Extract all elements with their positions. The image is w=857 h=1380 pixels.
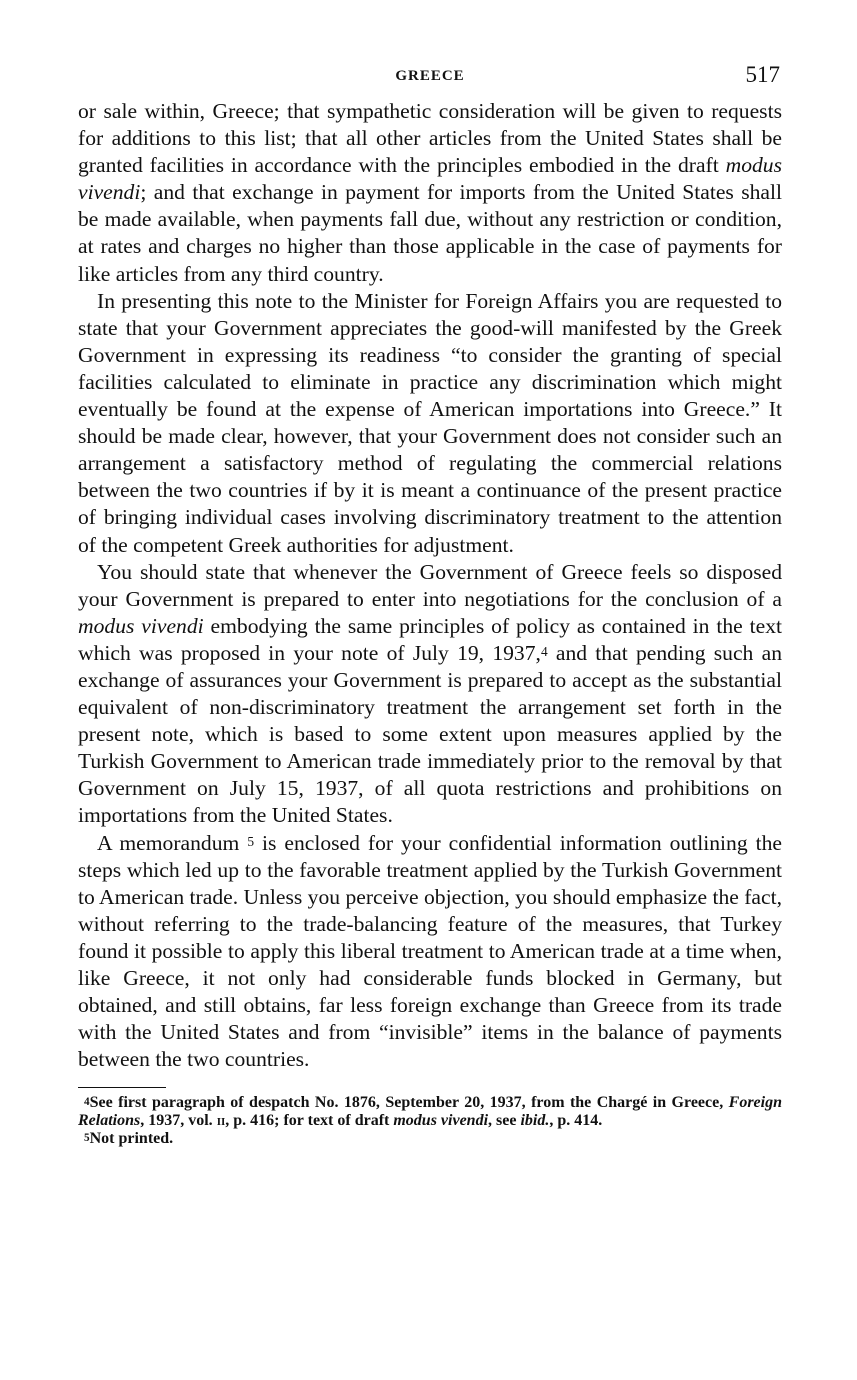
page-header [78,62,782,98]
footnote-4-text-f: , see [488,1112,521,1130]
paragraph-2: In presenting this note to the Minister for Foreign Affairs you are requested to state that your Government appreciates the good-will manifested by the Greek Government in expressing its readiness “to consider the granting of special facilities calculated to eliminate in practice any discrimination which might eventually be found at the expense of American importations into Greece.” It should be made clear, however, that your Government does not consider such an arrangement a satisfactory method of regulating the commercial relations between the two countries if by it is meant a continuance of the present practice of bringing individual cases involving discriminatory treatment to the attention of the competent Greek authorities for adjustment. [78,288,782,557]
footnote-5 [78,1130,782,1148]
paragraph-4 [78,830,782,1074]
paragraph-4-text-a: A memorandum [97,830,248,855]
footnote-4-text-c: , 1937, vol. [140,1112,217,1130]
paragraph-3 [78,559,782,830]
paragraph-3-italic-term: modus vivendi [78,613,204,638]
paragraph-1-text-a: or sale within, Greece; that sympathetic consideration will be given to requests for additions to this list; that all other articles from the United States shall be granted facilities in accordance with the principles embodied in the draft [78,99,782,178]
paragraph-1 [78,98,782,288]
paragraph-4-text-b: is enclosed for your confidential information outlining the steps which led up to the favorable treatment applied by the Turkish Government to American trade. Unless you perceive objection, you should emphasize the fact, without referring to the trade-balancing feature of the measures, that Turkey found it possible to apply this liberal treatment to American trade at a time when, like Greece, it not only had considerable funds blocked in Germany, but obtained, and still obtains, far less foreign exchange than Greece from its trade with the United States and from “invisible” items in the balance of payments between the two countries. [78,830,782,1072]
footnote-4-ibid: ibid. [520,1112,550,1130]
footnote-4 [78,1094,782,1130]
page-number: 517 [745,62,780,87]
running-head: GREECE [395,68,465,84]
footnote-4-text-d: , p. 416; for text of draft [225,1112,394,1130]
footnote-4-italic-term: modus vivendi [393,1112,489,1130]
body-text [78,98,782,1073]
footnote-4-italic-title: Foreign Relations [78,1094,782,1130]
footnote-ref-5: 5 [247,833,254,849]
document-page [78,62,782,1148]
footnote-4-volume: ii [216,1112,226,1130]
paragraph-3-text-a: You should state that whenever the Government of Greece feels so disposed your Government is prepared to enter into negotiations for the conclusion of a [78,559,782,611]
footnote-5-text: Not printed. [89,1130,174,1148]
paragraph-3-text-d: and that pending such an exchange of assurances your Government is prepared to accept as the substantial equivalent of non-discriminatory treatment the arrangement set forth in the present note, which is based to some extent upon measures applied by the Turkish Government to American trade immediately prior to the removal by that Government on July 15, 1937, of all quota restrictions and prohibitions on importations from the United States. [78,640,782,828]
footnote-4-mark: 4 [84,1096,90,1109]
footnote-5-mark: 5 [84,1132,90,1145]
paragraph-3-text-c: embodying the same principles of policy as contained in the text which was proposed in your note of July 19, 1937, [78,613,782,665]
footnote-4-text-a: See first paragraph of despatch No. 1876, September 20, 1937, from the Chargé in Greece, [89,1094,729,1112]
footnote-4-text-h: , p. 414. [549,1112,603,1130]
paragraph-1-italic-term: modus vivendi [78,153,782,205]
footnote-divider [78,1087,166,1088]
footnote-ref-4: 4 [540,643,548,659]
paragraph-1-text-c: ; and that exchange in payment for imports from the United States shall be made available, when payments fall due, without any restriction or condition, at rates and charges no higher than those applicable in the case of payments for like articles from any third country. [78,180,782,286]
footnotes [78,1094,782,1148]
